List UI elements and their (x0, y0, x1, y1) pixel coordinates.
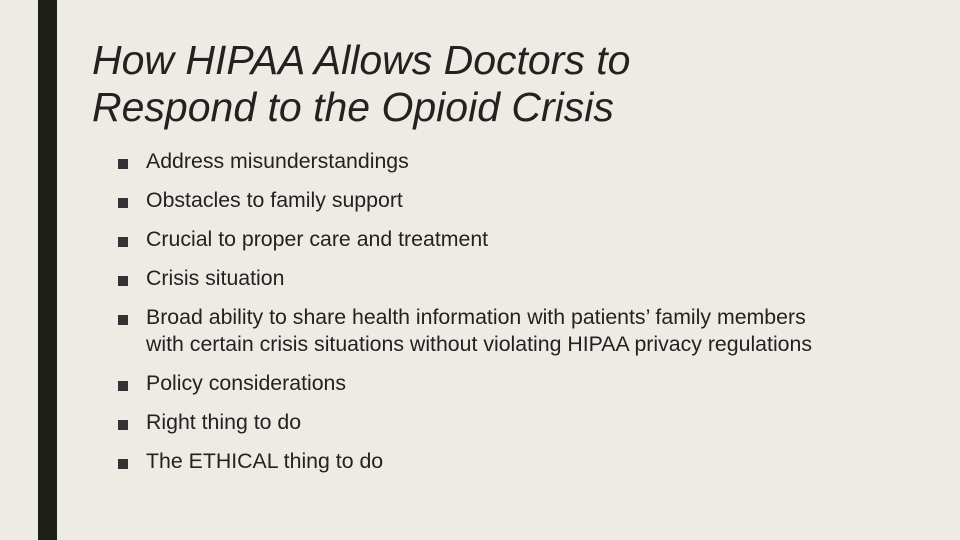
bullet-text: Crisis situation (146, 266, 285, 290)
square-bullet-icon (118, 159, 128, 169)
bullet-item (118, 370, 818, 397)
bullet-text: Right thing to do (146, 410, 302, 434)
bullet-text: Address misunderstandings (146, 149, 409, 173)
bullet-item (118, 448, 818, 475)
square-bullet-icon (118, 276, 128, 286)
accent-side-bar (38, 0, 57, 540)
bullet-text: Broad ability to share health information with patients’ family members with certain crisis situations without violating HIPAA privacy regulations (146, 305, 813, 356)
bullet-item (118, 409, 818, 436)
square-bullet-icon (118, 315, 128, 325)
slide-title (92, 37, 912, 131)
bullet-item (118, 304, 818, 358)
bullet-text: Policy considerations (146, 371, 347, 395)
square-bullet-icon (118, 198, 128, 208)
bullet-item (118, 265, 818, 292)
square-bullet-icon (118, 381, 128, 391)
square-bullet-icon (118, 420, 128, 430)
bullet-item (118, 187, 818, 214)
bullet-list (118, 148, 818, 487)
bullet-item (118, 226, 818, 253)
slide-title-line-1: How HIPAA Allows Doctors to (92, 37, 631, 83)
bullet-text: The ETHICAL thing to do (146, 449, 384, 473)
bullet-text: Obstacles to family support (146, 188, 403, 212)
bullet-text: Crucial to proper care and treatment (146, 227, 489, 251)
bullet-item (118, 148, 818, 175)
square-bullet-icon (118, 459, 128, 469)
slide-title-line-2: Respond to the Opioid Crisis (92, 84, 614, 130)
square-bullet-icon (118, 237, 128, 247)
